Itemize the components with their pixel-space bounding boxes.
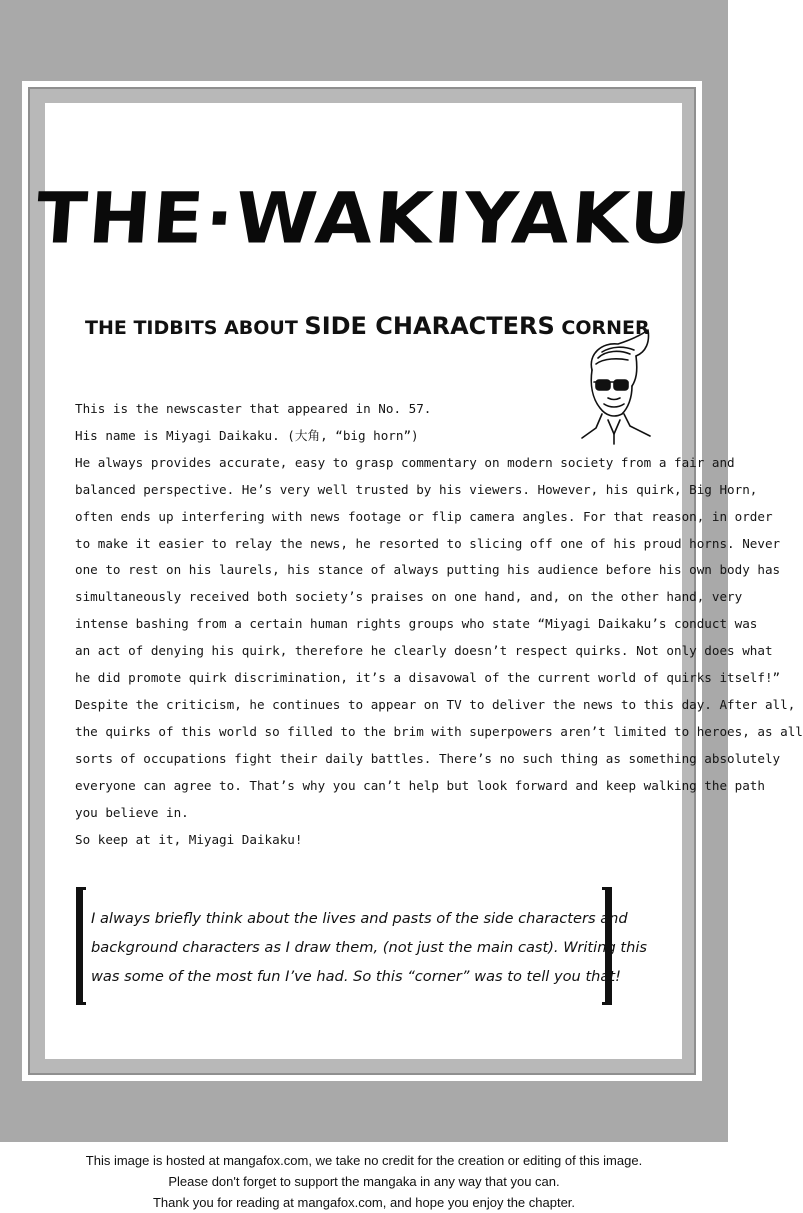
quote-line: background characters as I draw them, (not just the main cast). Writing this <box>91 939 647 956</box>
quote-line: I always briefly think about the lives and pasts of the side characters and <box>91 910 628 927</box>
footer-line: This image is hosted at mangafox.com, we take no credit for the creation or editing of this image. <box>85 1153 643 1168</box>
body-line: This is the newscaster that appeared in No. 57. <box>75 401 432 416</box>
subtitle-suffix: CORNER <box>554 317 650 339</box>
body-line: he did promote quirk discrimination, it’s a disavowal of the current world of quirks itself!” <box>75 670 781 686</box>
subtitle-emphasis: SIDE CHARACTERS <box>304 312 555 340</box>
left-bracket <box>76 887 86 1005</box>
body-line: an act of denying his quirk, therefore he clearly doesn’t respect quirks. Not only does what <box>75 643 773 659</box>
body-line: Despite the criticism, he continues to appear on TV to deliver the news to this day. After all, <box>75 696 796 712</box>
page-title: THE·WAKIYAKU <box>33 178 695 260</box>
body-line: the quirks of this world so filled to the brim with superpowers aren’t limited to heroes, as all <box>75 723 803 739</box>
footer-line: Thank you for reading at mangafox.com, and hope you enjoy the chapter. <box>152 1195 576 1210</box>
body-line: intense bashing from a certain human rights groups who state “Miyagi Daikaku’s conduct was <box>75 616 758 632</box>
right-bracket <box>602 887 612 1005</box>
author-note <box>76 887 647 1005</box>
body-line: His name is Miyagi Daikaku. (大角, “big horn”) <box>75 427 419 443</box>
body-line: So keep at it, Miyagi Daikaku! <box>75 831 303 847</box>
body-line: often ends up interfering with news footage or flip camera angles. For that reason, in order <box>75 508 773 524</box>
body-line: to make it easier to relay the news, he resorted to slicing off one of his proud horns. Never <box>75 535 781 551</box>
body-line: He always provides accurate, easy to grasp commentary on modern society from a fair and <box>75 454 735 470</box>
body-line: simultaneously received both society’s praises on one hand, and, on the other hand, very <box>75 589 743 605</box>
body-line: everyone can agree to. That’s why you can’t help but look forward and keep walking the path <box>75 777 765 793</box>
quote-line: was some of the most fun I’ve had. So this “corner” was to tell you that! <box>91 968 621 985</box>
subtitle <box>85 312 650 340</box>
body-line: you believe in. <box>75 804 189 820</box>
footer-line: Please don't forget to support the mangaka in any way that you can. <box>168 1174 560 1189</box>
article-body <box>75 396 803 853</box>
body-line: balanced perspective. He’s very well trusted by his viewers. However, his quirk, Big Horn, <box>75 481 758 497</box>
body-line: one to rest on his laurels, his stance of always putting his audience before his own body has <box>75 562 781 578</box>
hosting-footer <box>0 1150 728 1213</box>
subtitle-prefix: THE TIDBITS ABOUT <box>85 317 305 339</box>
author-note-text <box>91 904 647 991</box>
body-line: sorts of occupations fight their daily battles. There’s no such thing as something absolutely <box>75 750 781 766</box>
